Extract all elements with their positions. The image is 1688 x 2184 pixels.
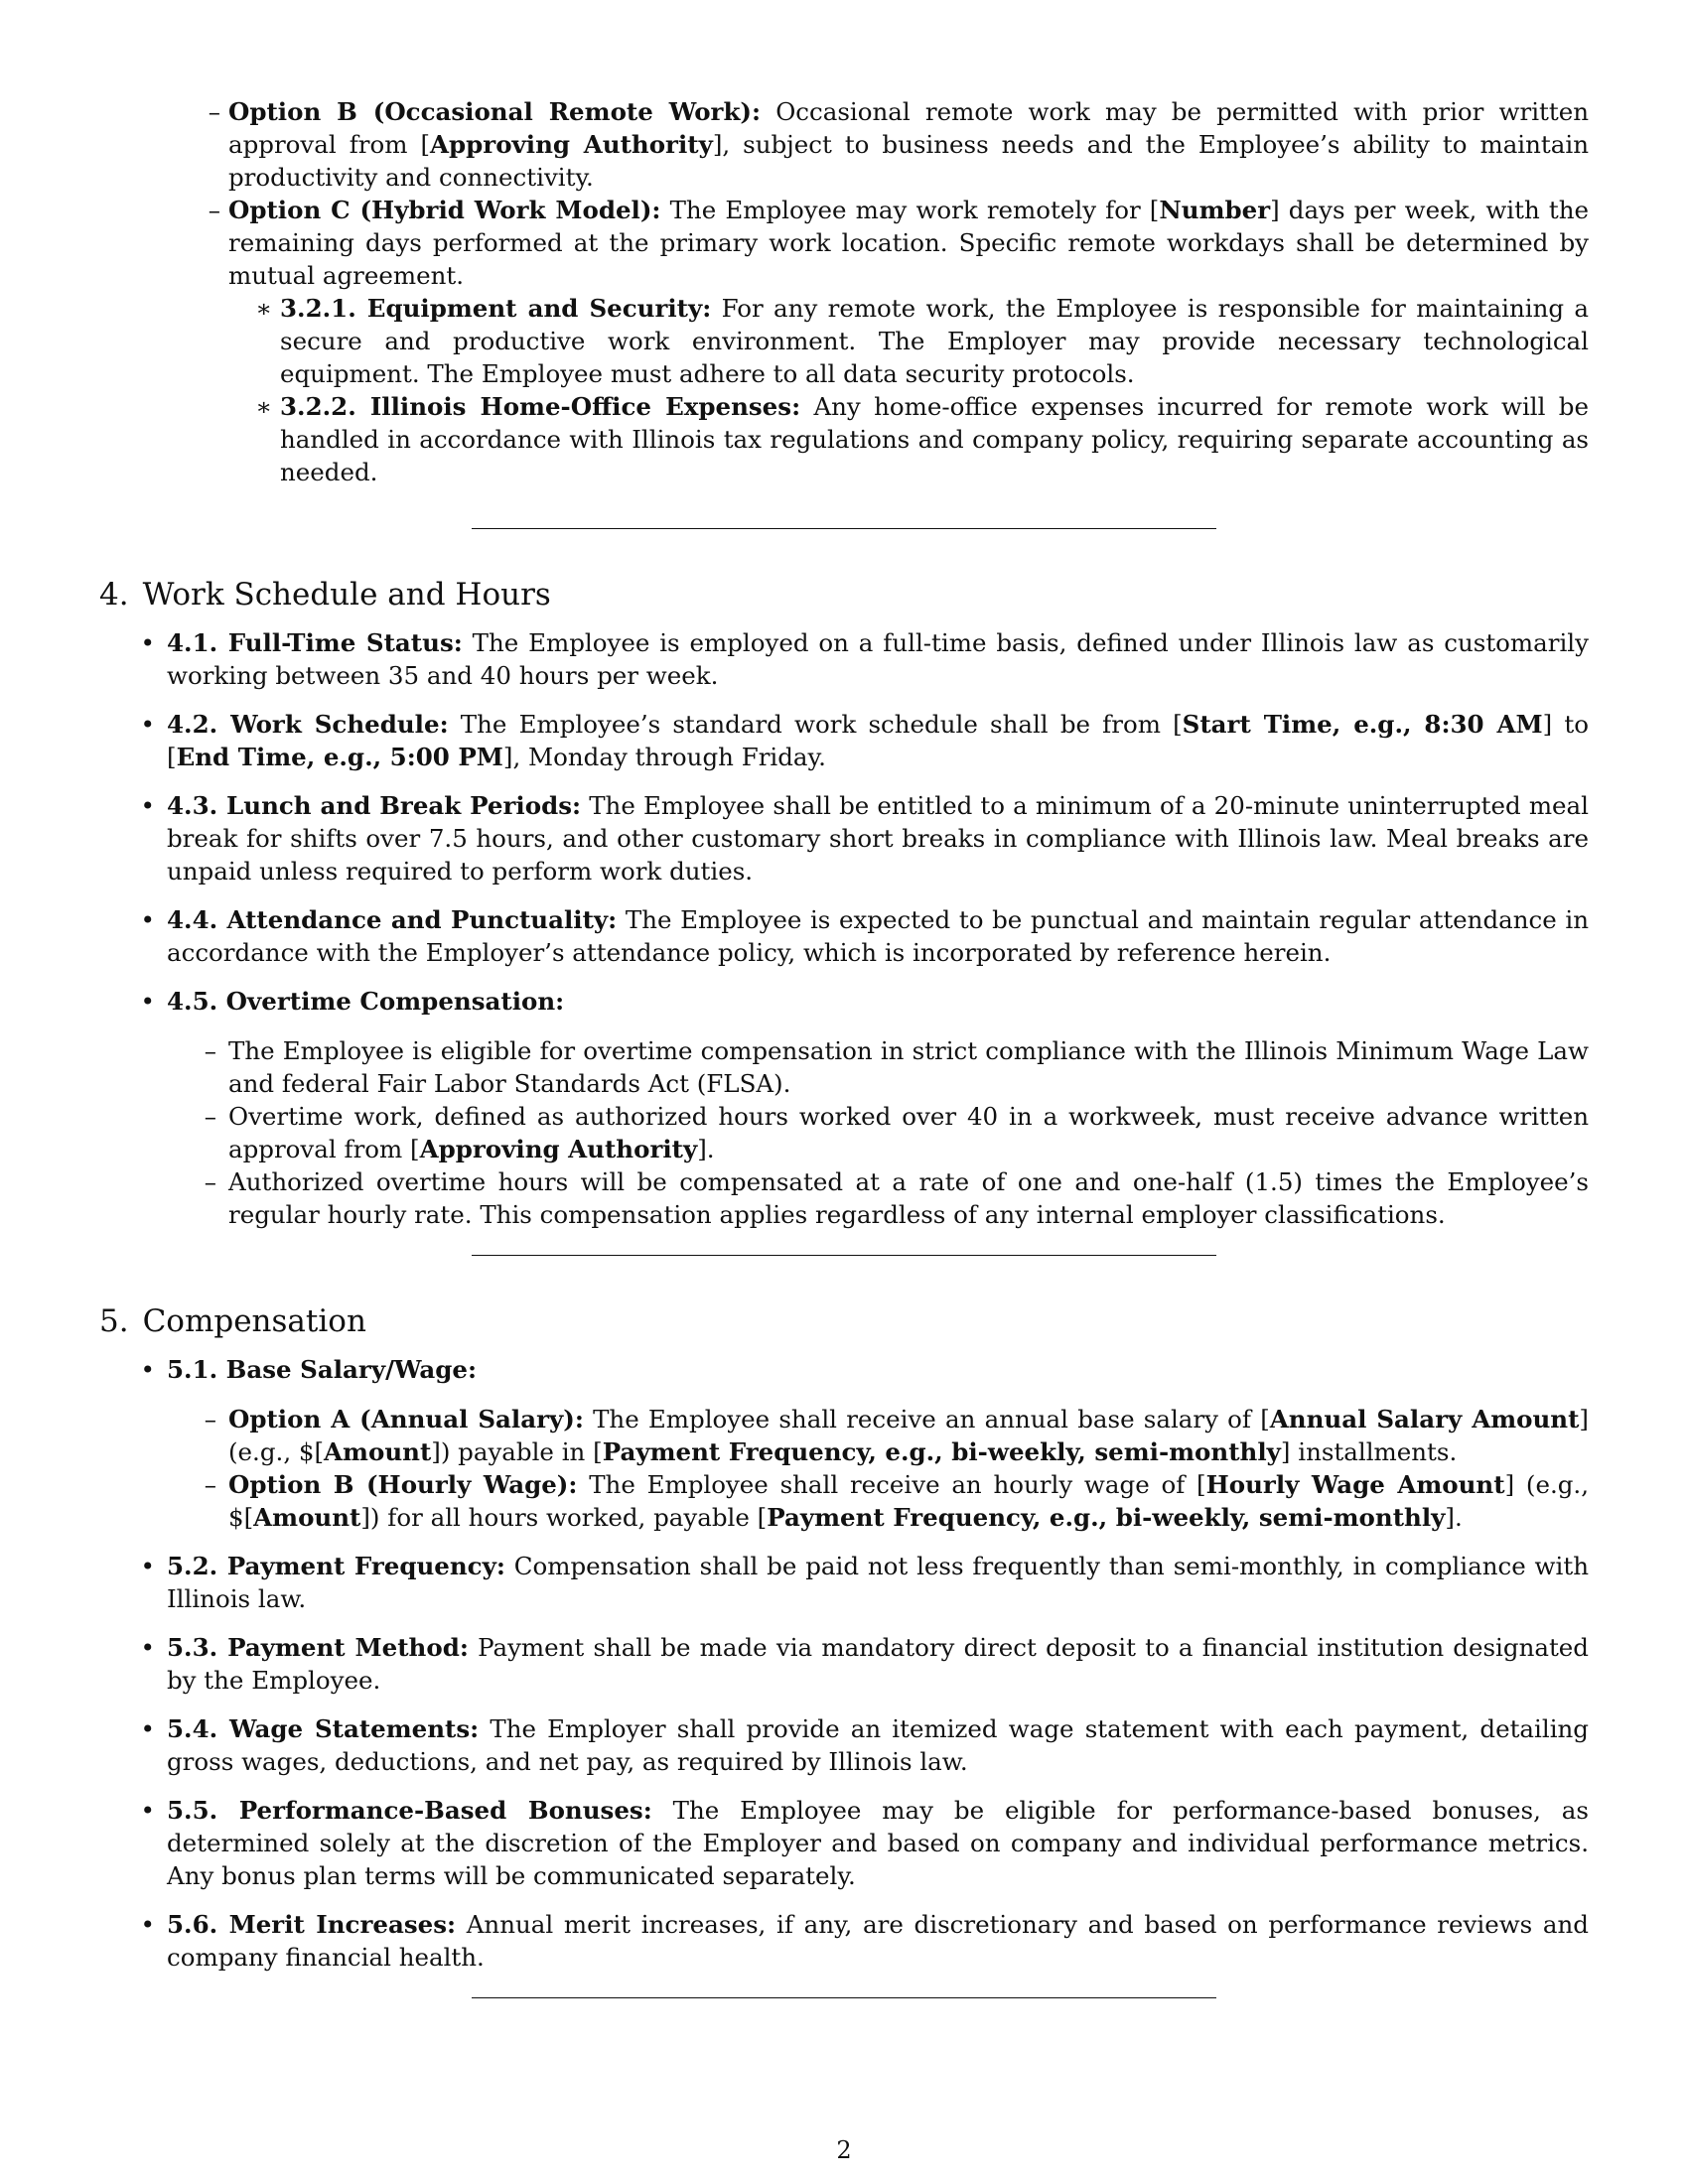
item-5-6-text: Annual merit increases, if any, are discretionary and based on performance reviews and company financial health.: [167, 1910, 1589, 1972]
remote-work-options-list: [208, 95, 1590, 488]
section-heading-5: [99, 1301, 1589, 1341]
option-a-text-3: ]) payable in [: [431, 1437, 603, 1466]
item-4-2-text-end: ], Monday through Friday.: [502, 743, 826, 771]
placeholder-hourly-wage: Hourly Wage Amount: [1205, 1470, 1505, 1499]
item-5-5-text: The Employee may be eligible for performance-based bonuses, as determined solely at the discretion of the Employer and based on company and individual performance metrics. Any bonus plan terms will be communicated separately.: [167, 1796, 1589, 1890]
bullet-marker: •: [140, 710, 155, 739]
list-item-5-4: [140, 1712, 1589, 1778]
item-3-2-2-label: 3.2.2. Illinois Home-Office Expenses:: [280, 392, 801, 421]
item-4-2-text-mid: ] to [: [167, 710, 1589, 771]
item-4-2-text: The Employee’s standard work schedule shall be from [: [448, 710, 1183, 739]
list-item-option-c: [208, 194, 1590, 488]
bullet-marker: •: [140, 1714, 155, 1743]
item-4-5-label: 4.5. Overtime Compensation:: [167, 987, 565, 1016]
placeholder-payment-frequency: Payment Frequency, e.g., bi-weekly, semi-monthly: [602, 1437, 1281, 1466]
item-3-2-2-text: Any home-office expenses incurred for remote work will be handled in accordance with Illinois tax regulations and company policy, requiring separate accounting as needed.: [280, 392, 1589, 486]
bullet-marker: •: [140, 628, 155, 657]
item-5-2-text: Compensation shall be paid not less frequently than semi-monthly, in compliance with Illinois law.: [167, 1552, 1589, 1613]
placeholder-amount: Amount: [253, 1503, 361, 1532]
option-c-text: The Employee may work remotely for [: [660, 196, 1160, 224]
overtime-text-2: Overtime work, defined as authorized hours worked over 40 in a workweek, must receive advance written approval from [: [228, 1102, 1589, 1163]
item-4-1-label: 4.1. Full-Time Status:: [167, 628, 463, 657]
item-3-2-1-label: 3.2.1. Equipment and Security:: [280, 294, 712, 323]
list-item-4-3: [140, 789, 1589, 887]
list-item-4-4: [140, 903, 1589, 969]
option-b-hourly-text-3: ]) for all hours worked, payable [: [360, 1503, 768, 1532]
placeholder-approving-authority: Approving Authority: [430, 130, 713, 159]
placeholder-payment-frequency: Payment Frequency, e.g., bi-weekly, semi-monthly: [767, 1503, 1446, 1532]
bullet-marker: •: [140, 987, 155, 1016]
item-5-3-text: Payment shall be made via mandatory direct deposit to a financial institution designated by the Employee.: [167, 1633, 1589, 1695]
option-a-text: The Employee shall receive an annual base salary of [: [583, 1405, 1270, 1433]
bullet-marker: •: [140, 1355, 155, 1384]
dash-marker: –: [208, 97, 220, 126]
placeholder-end-time: End Time, e.g., 5:00 PM: [176, 743, 503, 771]
item-4-3-text: The Employee shall be entitled to a minimum of a 20-minute uninterrupted meal break for shifts over 7.5 hours, and other customary short breaks in compliance with Illinois law. Meal breaks are unpaid unless required to perform work duties.: [167, 791, 1589, 886]
dash-marker: –: [204, 1405, 216, 1433]
item-4-4-label: 4.4. Attendance and Punctuality:: [167, 905, 618, 934]
item-5-2-label: 5.2. Payment Frequency:: [167, 1552, 505, 1580]
bullet-marker: •: [140, 1796, 155, 1825]
dash-marker: –: [204, 1167, 216, 1196]
item-5-3-label: 5.3. Payment Method:: [167, 1633, 469, 1662]
item-5-6-label: 5.6. Merit Increases:: [167, 1910, 457, 1939]
overtime-text-1: The Employee is eligible for overtime compensation in strict compliance with the Illinois Minimum Wage Law and federal Fair Labor Standards Act (FLSA).: [228, 1036, 1589, 1098]
item-5-4-label: 5.4. Wage Statements:: [167, 1714, 480, 1743]
list-item-5-6: [140, 1908, 1589, 1974]
item-5-1-label: 5.1. Base Salary/Wage:: [167, 1355, 478, 1384]
overtime-text-3: Authorized overtime hours will be compensated at a rate of one and one-half (1.5) times the Employee’s regular hourly rate. This compensation applies regardless of any internal employer classifications.: [228, 1167, 1589, 1229]
overtime-text-2-end: ].: [697, 1135, 715, 1163]
list-item-4-5: [140, 985, 1589, 1231]
list-item-overtime-1: [204, 1034, 1589, 1100]
section-title: Compensation: [142, 1303, 366, 1339]
option-b-text: Occasional remote work may be permitted with prior written approval from [: [228, 97, 1589, 159]
list-item-option-b-hourly: [204, 1468, 1590, 1534]
list-item-overtime-2: [204, 1100, 1589, 1165]
option-c-text-end: ] days per week, with the remaining days performed at the primary work location. Specific remote workdays shall be determined by mutual agreement.: [228, 196, 1590, 290]
option-a-label: Option A (Annual Salary):: [228, 1405, 584, 1433]
option-c-label: Option C (Hybrid Work Model):: [228, 196, 661, 224]
section-title: Work Schedule and Hours: [142, 577, 551, 613]
list-item-3-2-2: [255, 390, 1589, 488]
item-5-5-label: 5.5. Performance-Based Bonuses:: [167, 1796, 652, 1825]
placeholder-start-time: Start Time, e.g., 8:30 AM: [1182, 710, 1543, 739]
list-item-5-3: [140, 1631, 1589, 1697]
placeholder-approving-authority: Approving Authority: [419, 1135, 698, 1163]
dash-marker: –: [208, 196, 220, 224]
salary-options-sublist: [204, 1403, 1590, 1534]
section-divider: [472, 1255, 1216, 1256]
item-4-2-label: 4.2. Work Schedule:: [167, 710, 449, 739]
bullet-marker: •: [140, 1552, 155, 1580]
dash-marker: –: [204, 1036, 216, 1065]
bullet-marker: •: [140, 1633, 155, 1662]
option-b-hourly-text-2: ] (e.g., $[: [228, 1470, 1590, 1532]
placeholder-annual-salary: Annual Salary Amount: [1269, 1405, 1580, 1433]
section-heading-4: [99, 575, 1589, 614]
bullet-marker: •: [140, 791, 155, 820]
list-item-5-5: [140, 1794, 1589, 1892]
list-item-option-b: [208, 95, 1589, 194]
list-item-option-a-salary: [204, 1403, 1589, 1468]
dash-marker: –: [204, 1102, 216, 1131]
list-item-4-2: [140, 708, 1589, 773]
star-marker: ∗: [255, 294, 272, 323]
remote-work-subitems: [255, 292, 1589, 488]
document-body: [99, 95, 1589, 1998]
option-b-hourly-text: The Employee shall receive an hourly wage of [: [577, 1470, 1206, 1499]
item-4-3-label: 4.3. Lunch and Break Periods:: [167, 791, 582, 820]
section-number: 5.: [99, 1303, 129, 1339]
section-number: 4.: [99, 577, 129, 613]
list-item-5-1: [140, 1353, 1590, 1534]
option-b-hourly-text-4: ].: [1445, 1503, 1463, 1532]
section-5-list: [140, 1353, 1590, 1974]
bullet-marker: •: [140, 905, 155, 934]
overtime-sublist: [204, 1034, 1589, 1231]
option-b-hourly-label: Option B (Hourly Wage):: [228, 1470, 578, 1499]
dash-marker: –: [204, 1470, 216, 1499]
star-marker: ∗: [255, 392, 272, 421]
item-4-1-text: The Employee is employed on a full-time basis, defined under Illinois law as customarily working between 35 and 40 hours per week.: [167, 628, 1589, 690]
section-4-list: [140, 626, 1589, 1231]
item-5-4-text: The Employer shall provide an itemized wage statement with each payment, detailing gross wages, deductions, and net pay, as required by Illinois law.: [167, 1714, 1589, 1776]
item-4-4-text: The Employee is expected to be punctual and maintain regular attendance in accordance with the Employer’s attendance policy, which is incorporated by reference herein.: [167, 905, 1589, 967]
list-item-4-1: [140, 626, 1589, 692]
placeholder-amount: Amount: [324, 1437, 432, 1466]
option-b-text-end: ], subject to business needs and the Employee’s ability to maintain productivity and connectivity.: [228, 130, 1589, 192]
section-divider: [472, 1997, 1216, 1998]
section-divider: [472, 528, 1216, 529]
list-item-overtime-3: [204, 1165, 1589, 1231]
placeholder-number: Number: [1159, 196, 1271, 224]
bullet-marker: •: [140, 1910, 155, 1939]
list-item-5-2: [140, 1550, 1589, 1615]
option-b-label: Option B (Occasional Remote Work):: [228, 97, 762, 126]
option-a-text-2: ] (e.g., $[: [228, 1405, 1589, 1466]
item-3-2-1-text: For any remote work, the Employee is responsible for maintaining a secure and productive work environment. The Employer may provide necessary technological equipment. The Employee must adhere to all data security protocols.: [280, 294, 1589, 388]
page-number: 2: [836, 2136, 852, 2164]
list-item-3-2-1: [255, 292, 1589, 390]
option-a-text-4: ] installments.: [1280, 1437, 1458, 1466]
